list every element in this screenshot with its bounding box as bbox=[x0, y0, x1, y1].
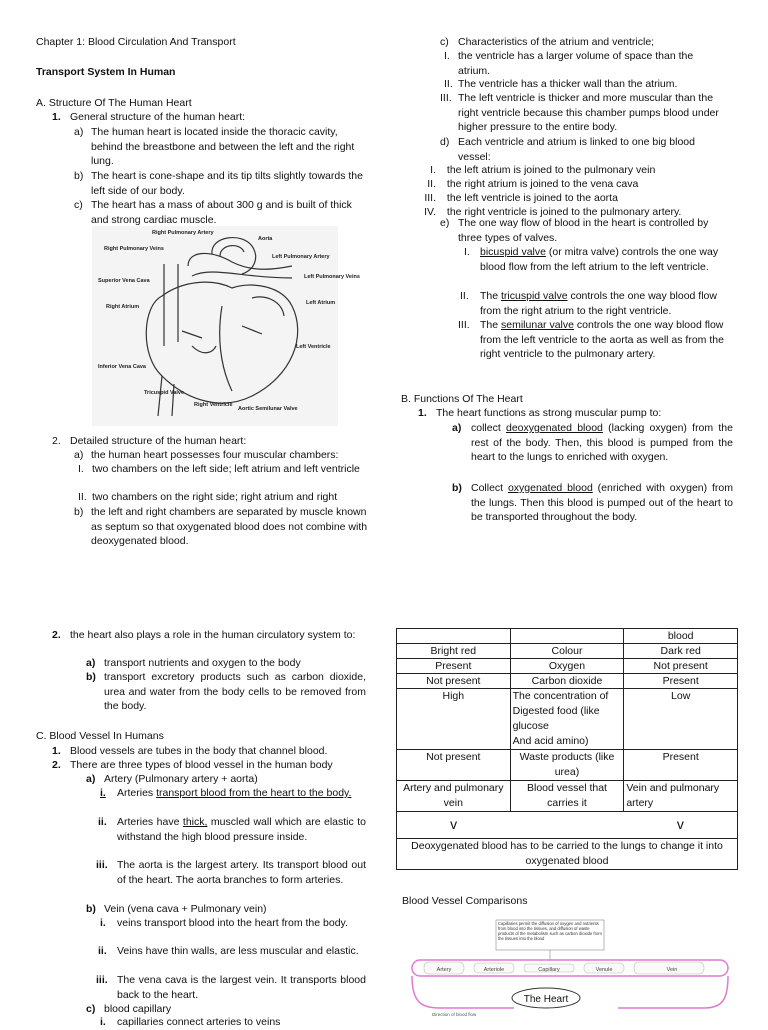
blood-vessel-diagram bbox=[404, 916, 736, 1020]
term-deoxygenated: deoxygenated blood bbox=[506, 422, 603, 434]
table-row bbox=[397, 812, 738, 839]
diagram-label: Inferior Vena Cava bbox=[98, 364, 146, 370]
table-cell: Low bbox=[624, 689, 738, 750]
list-mark: b) bbox=[86, 671, 96, 683]
list-text: The human heart is located inside the thoracic cavity, behind the breastbone and between the left and the right lung. bbox=[91, 126, 355, 168]
list-text: Detailed structure of the human heart: bbox=[70, 435, 247, 447]
list-text-pre: Arteries have bbox=[117, 816, 183, 828]
b1-b bbox=[452, 481, 733, 525]
list-text: The vena cava is the largest vein. It transports blood back to the heart. bbox=[117, 974, 366, 1001]
table-row bbox=[397, 750, 738, 781]
list-number: 2. bbox=[52, 759, 61, 771]
diagram-label: Superior Vena Cava bbox=[98, 278, 150, 284]
diagram-label: Right Atrium bbox=[106, 304, 140, 310]
list-mark: I. bbox=[430, 164, 436, 176]
list-text-pre: collect bbox=[471, 422, 506, 434]
table-cell: Present bbox=[397, 659, 511, 674]
roman-mark: I. bbox=[464, 246, 470, 258]
table-row bbox=[397, 644, 738, 659]
c-i bbox=[444, 49, 726, 78]
roman-mark: III. bbox=[440, 92, 452, 104]
vein-head bbox=[86, 902, 366, 917]
list-number: 1. bbox=[52, 111, 61, 123]
table-cell: Artery and pulmonary vein bbox=[397, 781, 511, 812]
list-item bbox=[400, 177, 740, 192]
table-cell: Dark red bbox=[624, 644, 738, 659]
diagram-label: Left Pulmonary Veins bbox=[304, 274, 360, 280]
heading-b: B. Functions Of The Heart bbox=[401, 393, 523, 405]
table-row bbox=[397, 674, 738, 689]
list-mark: c) bbox=[440, 36, 449, 48]
vein-iii bbox=[96, 973, 366, 1002]
table-cell bbox=[510, 629, 624, 644]
p2-b bbox=[86, 670, 366, 714]
table-cell: The concentration of Digested food (like glucose And acid amino) bbox=[510, 689, 624, 750]
a1-c bbox=[74, 198, 370, 227]
list-mark: IV. bbox=[424, 206, 436, 218]
arrow-down-icon: v bbox=[676, 816, 684, 832]
list-number: 1. bbox=[52, 745, 61, 757]
list-text-pre: Collect bbox=[471, 482, 508, 494]
table-cell: High bbox=[397, 689, 511, 750]
list-text: the human heart possesses four muscular chambers: bbox=[91, 449, 339, 461]
term-artery-function: transport blood from the heart to the body. bbox=[156, 787, 352, 799]
e-i bbox=[464, 245, 730, 274]
diffusion-note: Capillaries permit the diffusion of oxygen and nutrients from blood into the tissues, and diffusion of waste products of the metabolism such as carbon dioxide from the tissues into the blood bbox=[498, 921, 602, 941]
list-text: The left ventricle is thicker and more muscular than the right ventricle because this chamber pumps blood under higher pressure to the entire body. bbox=[458, 92, 719, 134]
table-note: Deoxygenated blood has to be carried to the lungs to change it into oxygenated blood bbox=[397, 839, 738, 870]
list-mark: a) bbox=[86, 657, 96, 669]
list-text: two chambers on the right side; right atrium and right bbox=[92, 491, 338, 503]
table-cell: Colour bbox=[510, 644, 624, 659]
list-text: transport nutrients and oxygen to the body bbox=[104, 657, 301, 669]
a1-a bbox=[74, 125, 370, 169]
roman-mark: II. bbox=[444, 78, 453, 90]
table-row bbox=[397, 689, 738, 750]
e-ii bbox=[460, 289, 732, 318]
table-cell: Oxygen bbox=[510, 659, 624, 674]
roman-mark: iii. bbox=[96, 974, 108, 986]
list-text: Vein (vena cava + Pulmonary vein) bbox=[104, 903, 267, 915]
list-text: The heart functions as strong muscular pump to: bbox=[436, 407, 662, 419]
list-mark: b) bbox=[452, 482, 462, 494]
list-text: General structure of the human heart: bbox=[70, 111, 246, 123]
diagram-label: Right Ventricle bbox=[194, 402, 233, 408]
list-text: Characteristics of the atrium and ventricle; bbox=[458, 36, 655, 48]
list-number: 2. bbox=[52, 435, 61, 447]
diagram-label: Aortic Semilunar Valve bbox=[238, 406, 298, 412]
list-mark: II. bbox=[427, 178, 436, 190]
artery-head bbox=[86, 772, 366, 787]
table-cell: Blood vessel that carries it bbox=[510, 781, 624, 812]
list-text-pre: The bbox=[480, 290, 502, 302]
list-text: Veins have thin walls, are less muscular and elastic. bbox=[117, 945, 359, 957]
table-cell: Not present bbox=[397, 674, 511, 689]
c-iii bbox=[440, 91, 730, 135]
b1-a bbox=[452, 421, 733, 465]
list-mark: e) bbox=[440, 217, 450, 229]
list-text-rest: controls the one way blood flow from the left ventricle to the aorta as well as from the right ventricle to the pulmonary artery. bbox=[480, 319, 724, 361]
list-text: veins transport blood into the heart from the body. bbox=[117, 917, 348, 929]
list-text: two chambers on the left side; left atrium and left ventricle bbox=[92, 463, 360, 475]
list-text: The aorta is the largest artery. Its transport blood out of the heart. The aorta branches to form arteries. bbox=[117, 859, 366, 886]
list-text bbox=[117, 786, 366, 801]
e-item bbox=[440, 216, 730, 245]
table-cell: blood bbox=[624, 629, 738, 644]
a1-b bbox=[74, 169, 370, 198]
heading-c: C. Blood Vessel In Humans bbox=[36, 730, 164, 742]
list-mark: c) bbox=[74, 199, 83, 211]
list-mark: I. bbox=[78, 463, 84, 475]
list-text-pre: The bbox=[480, 319, 502, 331]
list-text-rest: (or mitra valve) controls the one way blood flow from the left atrium to the left ventricle. bbox=[480, 246, 719, 273]
list-number: 2. bbox=[52, 629, 61, 641]
roman-mark: i. bbox=[100, 787, 106, 799]
table-row bbox=[397, 839, 738, 870]
list-text-rest: (lacking oxygen) from the rest of the body. Then, this blood is pumped from the heart to the lungs to enriched with oxygen. bbox=[471, 422, 733, 464]
diagram-label: Left Pulmonary Artery bbox=[272, 254, 330, 260]
segment-label: Venule bbox=[595, 967, 613, 973]
c2-item bbox=[52, 758, 372, 773]
term-semilunar: semilunar valve bbox=[501, 319, 574, 331]
roman-mark: iii. bbox=[96, 859, 108, 871]
a1-item bbox=[52, 110, 372, 125]
term-bicuspid: bicuspid valve bbox=[480, 246, 546, 258]
segment-label: Vein bbox=[666, 967, 678, 973]
roman-mark: ii. bbox=[98, 816, 107, 828]
list-mark: III. bbox=[424, 192, 436, 204]
list-mark: b) bbox=[74, 506, 84, 518]
cap-i bbox=[100, 1015, 366, 1030]
list-text: the left atrium is joined to the pulmonary vein bbox=[446, 164, 656, 176]
diagram-label: Left Atrium bbox=[306, 300, 336, 306]
list-text-rest: (enriched with oxygen) from the lungs. Then this blood is pumped out of the heart to be transported throughout the body. bbox=[471, 482, 733, 524]
table-cell bbox=[397, 812, 511, 839]
p2-item bbox=[52, 628, 366, 643]
list-text: the ventricle has a larger volume of space than the atrium. bbox=[458, 50, 694, 77]
table-cell bbox=[397, 629, 511, 644]
diagram-label: Tricuspid Valve bbox=[144, 390, 185, 396]
term-oxygenated: oxygenated blood bbox=[507, 482, 593, 494]
list-text: The heart has a mass of about 300 g and is built of thick and strong cardiac muscle. bbox=[91, 199, 352, 226]
segment-label: Arteriole bbox=[483, 967, 505, 973]
list-text: blood capillary bbox=[104, 1003, 172, 1015]
table-row bbox=[397, 781, 738, 812]
artery-ii bbox=[98, 815, 366, 844]
table-cell bbox=[510, 812, 624, 839]
a2-b bbox=[74, 505, 370, 549]
segment-label: Artery bbox=[436, 967, 452, 973]
table-cell: Bright red bbox=[397, 644, 511, 659]
flow-label: Direction of blood flow bbox=[432, 1012, 477, 1017]
heart-label: The Heart bbox=[523, 994, 569, 1005]
list-text bbox=[480, 318, 730, 362]
list-text: the left ventricle is joined to the aorta bbox=[446, 192, 618, 204]
list-mark: d) bbox=[440, 136, 450, 148]
list-text bbox=[117, 815, 366, 844]
diagram-label: Right Pulmonary Veins bbox=[104, 246, 164, 252]
table-cell: Present bbox=[624, 750, 738, 781]
chapter-title: Chapter 1: Blood Circulation And Transport bbox=[36, 36, 236, 48]
list-text: the right atrium is joined to the vena cava bbox=[446, 178, 639, 190]
list-mark: a) bbox=[452, 422, 462, 434]
comparison-title: Blood Vessel Comparisons bbox=[402, 895, 528, 907]
table-cell: Not present bbox=[397, 750, 511, 781]
list-text: The one way flow of blood in the heart is controlled by three types of valves. bbox=[458, 217, 709, 244]
heading-a: A. Structure Of The Human Heart bbox=[36, 97, 192, 109]
table-row bbox=[397, 629, 738, 644]
diagram-label: Aorta bbox=[258, 236, 273, 242]
a2-ii bbox=[78, 490, 370, 505]
list-text: The ventricle has a thicker wall than the atrium. bbox=[458, 78, 678, 90]
list-text bbox=[480, 245, 730, 274]
list-text: the heart also plays a role in the human circulatory system to: bbox=[70, 629, 356, 641]
list-mark: b) bbox=[86, 903, 96, 915]
roman-mark: i. bbox=[100, 1016, 106, 1028]
section-title: Transport System In Human bbox=[36, 66, 176, 78]
list-text: Blood vessels are tubes in the body that channel blood. bbox=[70, 745, 328, 757]
list-mark: a) bbox=[86, 773, 96, 785]
vein-i bbox=[100, 916, 366, 931]
list-text: The heart is cone-shape and its tip tilts slightly towards the left side of our body. bbox=[91, 170, 363, 197]
table-cell: Vein and pulmonary artery bbox=[624, 781, 738, 812]
segment-label: Capillary bbox=[538, 967, 560, 973]
artery-iii bbox=[96, 858, 366, 887]
d-item bbox=[440, 135, 730, 164]
artery-i bbox=[100, 786, 366, 801]
table-cell: Waste products (like urea) bbox=[510, 750, 624, 781]
roman-mark: II. bbox=[460, 290, 469, 302]
roman-mark: III. bbox=[458, 319, 470, 331]
list-mark: a) bbox=[74, 449, 84, 461]
list-text bbox=[480, 289, 732, 318]
c-ii bbox=[444, 77, 726, 92]
e-iii bbox=[458, 318, 730, 362]
list-text-rest: controls the one way blood flow from the right atrium to the right ventricle. bbox=[480, 290, 717, 317]
a2-i bbox=[78, 462, 370, 477]
c-characteristics bbox=[440, 35, 730, 50]
arrow-down-icon: v bbox=[450, 816, 458, 832]
list-text-rest: muscled wall which are elastic to withstand the high blood pressure inside. bbox=[117, 816, 367, 843]
heart-diagram bbox=[92, 226, 360, 426]
list-text: the right ventricle is joined to the pulmonary artery. bbox=[446, 206, 682, 218]
list-text-pre: Arteries bbox=[117, 787, 157, 799]
term-thick: thick, bbox=[182, 816, 208, 828]
diagram-label: Left Ventricle bbox=[296, 344, 331, 350]
term-tricuspid: tricuspid valve bbox=[501, 290, 568, 302]
list-mark: b) bbox=[74, 170, 84, 182]
list-text: the left and right chambers are separated by muscle known as septum so that oxygenated blood does not combine with deoxygenated blood. bbox=[91, 506, 368, 548]
list-mark: c) bbox=[86, 1003, 96, 1015]
list-text: capillaries connect arteries to veins bbox=[117, 1016, 281, 1028]
list-item bbox=[400, 163, 740, 178]
a2-a bbox=[74, 448, 370, 463]
table-cell: Not present bbox=[624, 659, 738, 674]
table-cell: Carbon dioxide bbox=[510, 674, 624, 689]
c1-item bbox=[52, 744, 372, 759]
list-mark: II. bbox=[78, 491, 87, 503]
list-text: transport excretory products such as carbon dioxide, urea and water from the body cells to be removed from the body. bbox=[104, 671, 366, 713]
list-number: 1. bbox=[418, 407, 427, 419]
table-cell bbox=[624, 812, 738, 839]
list-text bbox=[471, 481, 733, 525]
roman-mark: i. bbox=[100, 917, 106, 929]
list-text: Artery (Pulmonary artery + aorta) bbox=[104, 773, 258, 785]
list-text bbox=[471, 421, 733, 465]
roman-mark: I. bbox=[444, 50, 450, 62]
a2-item bbox=[52, 434, 372, 449]
b1-item bbox=[418, 406, 738, 421]
table-cell: Present bbox=[624, 674, 738, 689]
diagram-label: Right Pulmonary Artery bbox=[152, 230, 214, 236]
vein-ii bbox=[98, 944, 366, 959]
list-item bbox=[400, 191, 740, 206]
roman-mark: ii. bbox=[98, 945, 107, 957]
table-row bbox=[397, 659, 738, 674]
comparison-table bbox=[396, 628, 738, 870]
list-text: Each ventricle and atrium is linked to one big blood vessel: bbox=[458, 136, 695, 163]
list-mark: a) bbox=[74, 126, 84, 138]
list-text: There are three types of blood vessel in the human body bbox=[70, 759, 333, 771]
p2-a bbox=[86, 656, 366, 671]
